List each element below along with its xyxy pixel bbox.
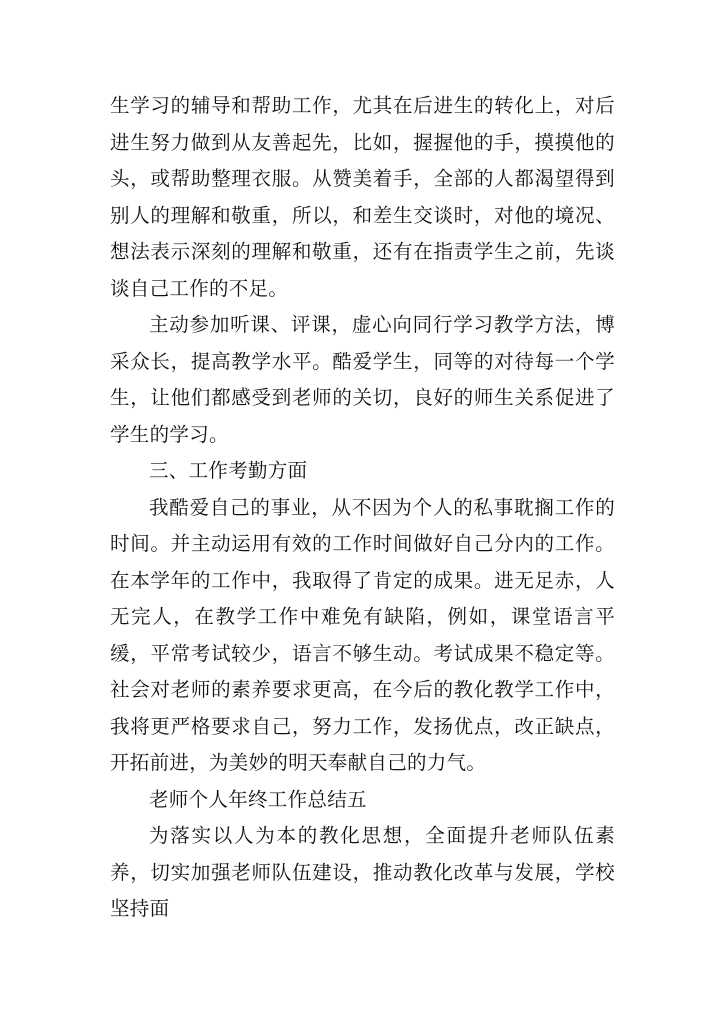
paragraph-work-attendance: 我酷爱自己的事业，从不因为个人的私事耽搁工作的时间。并主动运用有效的工作时间做好自己分内的工作。在本学年的工作中，我取得了肯定的成果。进无足赤，人无完人，在教学工作中难免有缺陷，例如，课堂语言平缓，平常考试较少，语言不够生动。考试成果不稳定等。社会对老师的素养要求更高，在今后的教化教学工作中，我将更严格要求自己，努力工作，发扬优点，改正缺点，开拓前进，为美妙的明天奉献自己的力气。 xyxy=(110,495,615,774)
section-heading-summary-five: 老师个人年终工作总结五 xyxy=(149,787,367,811)
section-heading-attendance: 三、工作考勤方面 xyxy=(149,459,308,482)
paragraph-lesson-observation: 主动参加听课、评课，虚心向同行学习教学方法，博采众长，提高教学水平。酷爱学生，同等的对待每一个学生，让他们都感受到老师的关切，良好的师生关系促进了学生的学习。 xyxy=(110,313,615,446)
paragraph-teacher-team-building: 为落实以人为本的教化思想，全面提升老师队伍素养，切实加强老师队伍建设，推动教化改革与发展，学校坚持面 xyxy=(110,824,615,920)
document-body xyxy=(110,88,615,928)
paragraph-tutoring-students: 生学习的辅导和帮助工作，尤其在后进生的转化上，对后进生努力做到从友善起先，比如，握握他的手，摸摸他的头，或帮助整理衣服。从赞美着手，全部的人都渴望得到别人的理解和敬重，所以，和差生交谈时，对他的境况、想法表示深刻的理解和敬重，还有在指责学生之前，先谈谈自己工作的不足。 xyxy=(110,94,615,300)
